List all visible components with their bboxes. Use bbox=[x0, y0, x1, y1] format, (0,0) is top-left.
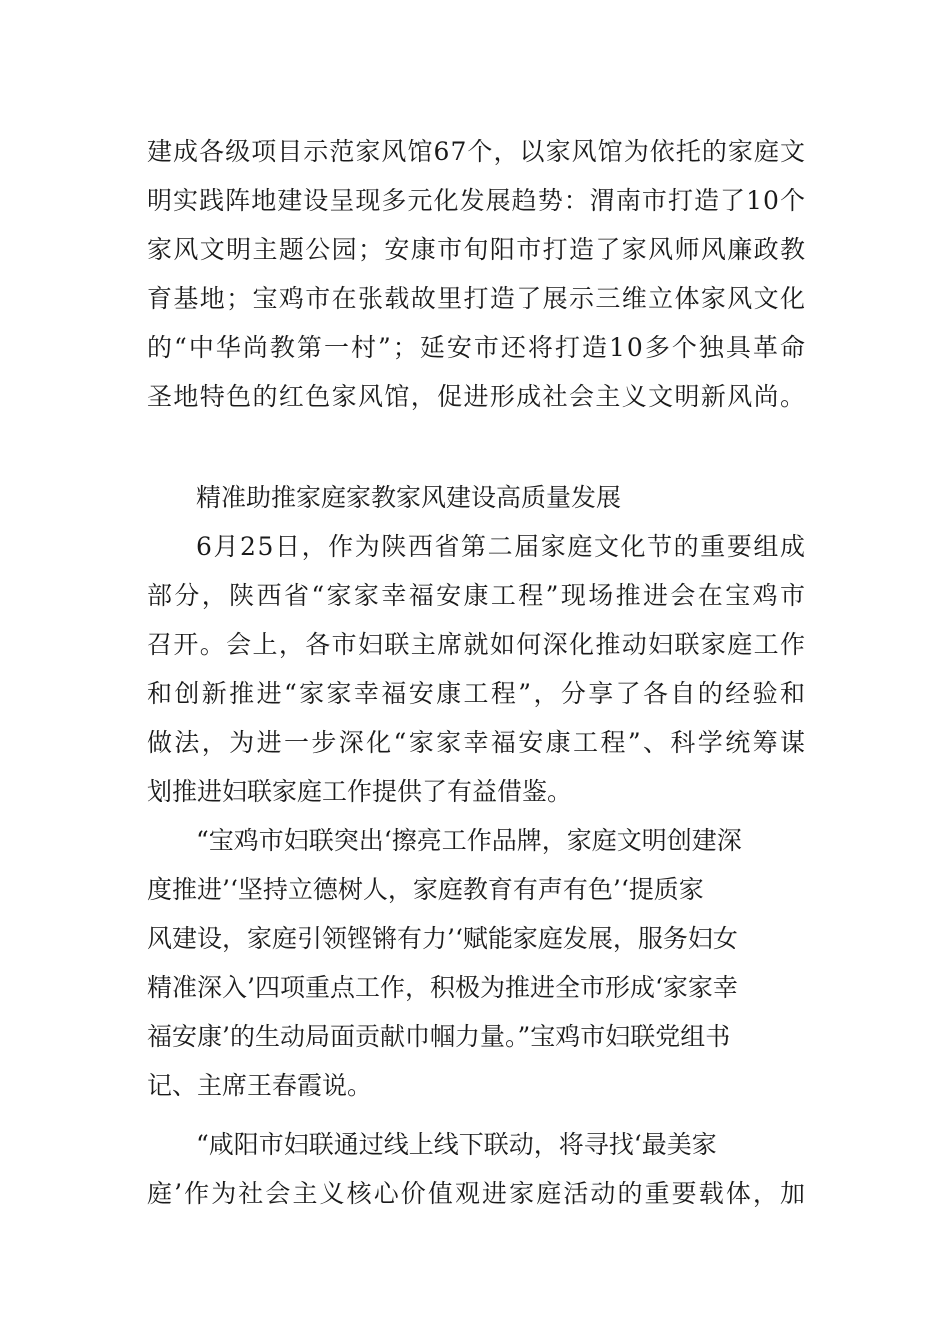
document-page: 建成各级项目示范家风馆67个，以家风馆为依托的家庭文 明实践阵地建设呈现多元化发展趋势：渭南市打造了10个 家风文明主题公园；安康市旬阳市打造了家风师风廉政教 育基地；宝鸡市在张载故里打造了展示三维立体家风文化 的“中华尚教第一村”；延安市还将打造10多个独具革命 圣地特色的红色家风馆，促进形成社会主义文明新风尚。 精准助推家庭家教家风建设高质量发展 6月25日，作为陕西省第二届家庭文化节的重要组成 部分，陕西省“家家幸福安康工程”现场推进会在宝鸡市 召开。会上，各市妇联主席就如何深化推动妇联家庭工作 和创新推进“家家幸福安康工程”，分享了各自的经验和 做法，为进一步深化“家家幸福安康工程”、科学统筹谋 划推进妇联家庭工作提供了有益借鉴。 “宝鸡市妇联突出‘擦亮工作品牌，家庭文明创建深 度推进’‘坚持立德树人，家庭教育有声有色’‘提质家 风建设，家庭引领铿锵有力’‘赋能家庭发展，服务妇女 精准深入’四项重点工作，积极为推进全市形成‘家家幸 福安康’的生动局面贡献巾帼力量。”宝鸡市妇联党组书 记、主席王春霞说。 “咸阳市妇联通过线上线下联动，将寻找‘最美家 庭’作为社会主义核心价值观进家庭活动的重要载体，加 bbox=[147, 137, 808, 1208]
